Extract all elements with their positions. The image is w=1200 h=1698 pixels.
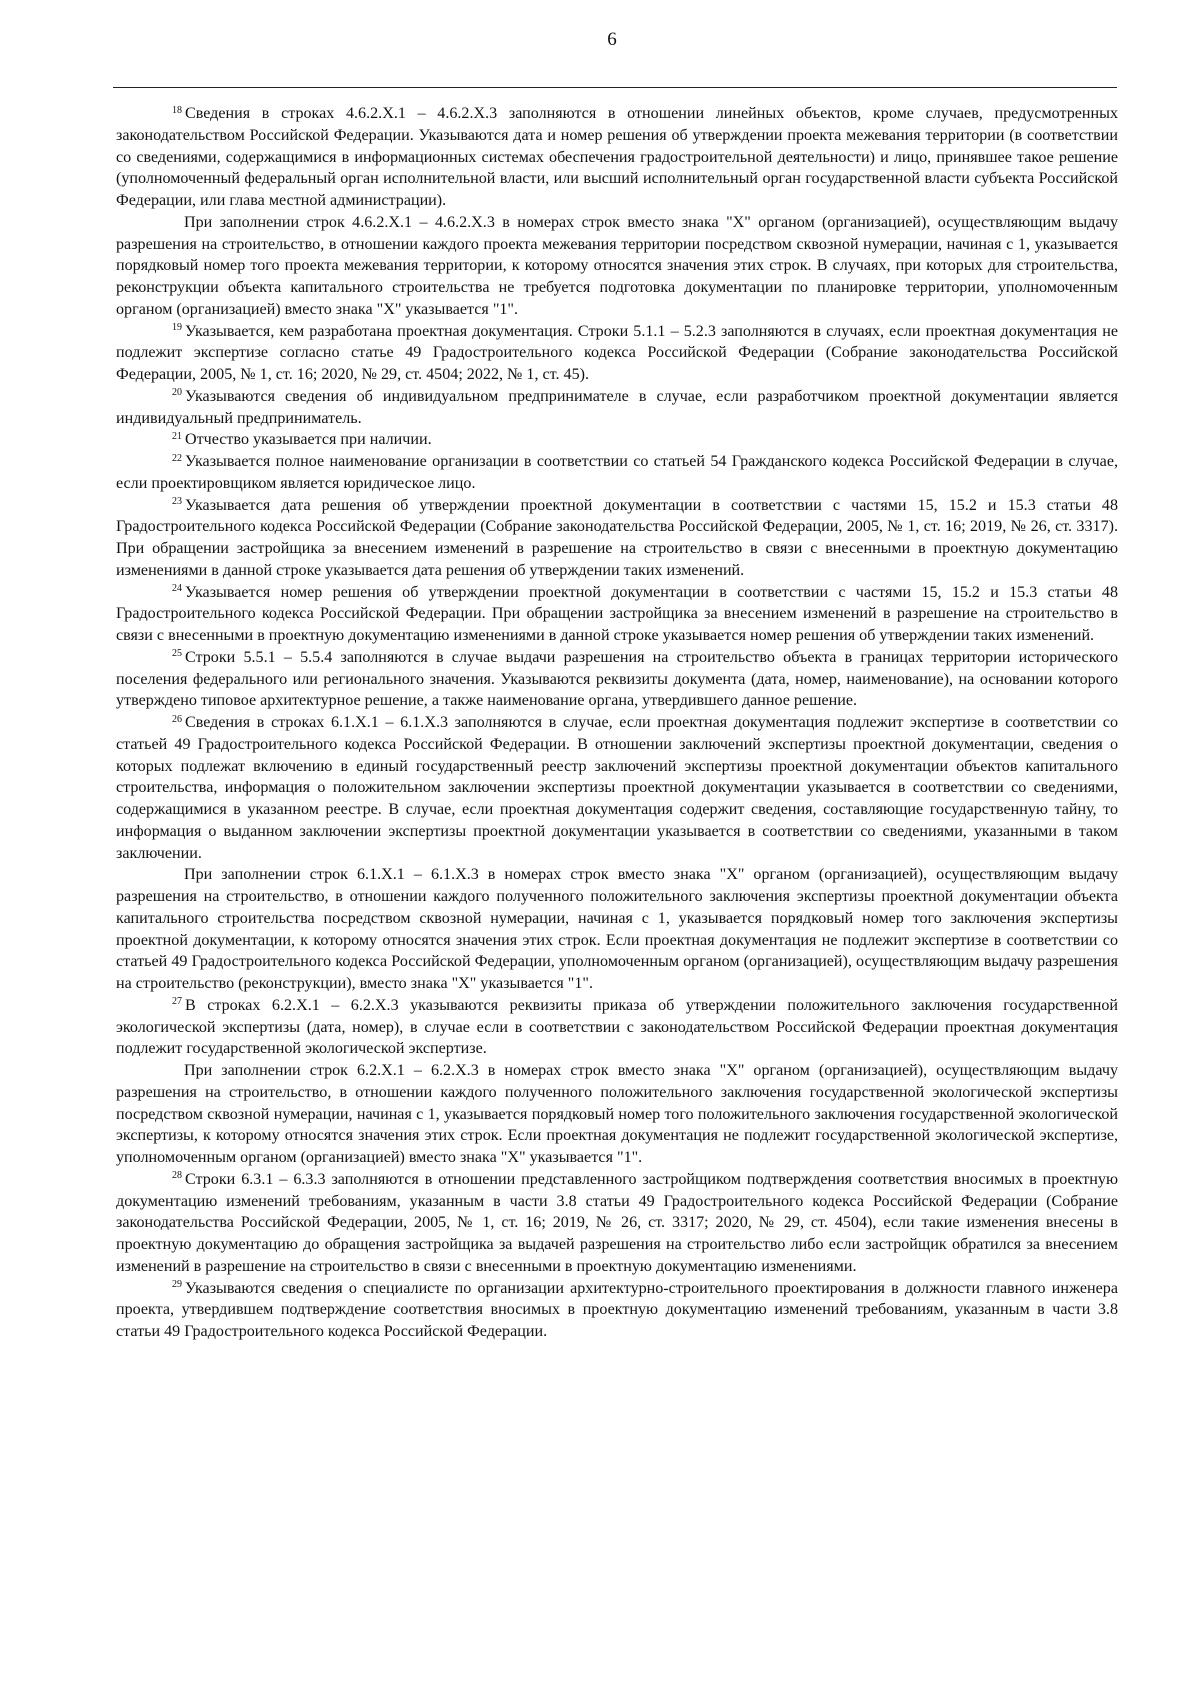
footnote-27	[116, 995, 1118, 1060]
footnote-mark: 21	[172, 430, 182, 442]
footnote-25	[116, 647, 1118, 712]
footnote-text: При заполнении строк 4.6.2.X.1 – 4.6.2.X.3 в номерах строк вместо знака "X" органом (организацией), осуществляющим выдачу разрешения на строительство, в отношении каждого проекта межевания территории посредством сквозной нумерации, начиная с 1, указывается порядковый номер того проекта межевания территории, к которому относятся значения этих строк. В случаях, при которых для строительства, реконструкции объекта капитального строительства не требуется подготовка документации по планировке территории, уполномоченным органом (организацией) вместо знака "X" указывается "1".	[116, 213, 1118, 318]
footnote-text: Сведения в строках 4.6.2.X.1 – 4.6.2.X.3 заполняются в отношении линейных объектов, кроме случаев, предусмотренных законодательством Российской Федерации. Указываются дата и номер решения об утверждении проекта межевания территории (в соответствии со сведениями, содержащимися в информационных системах обеспечения градостроительной деятельности) и лицо, принявшее такое решение (уполномоченный федеральный орган исполнительной власти, или высший исполнительный орган государственной власти субъекта Российской Федерации, или глава местной администрации).	[116, 105, 1118, 209]
footnote-mark: 27	[172, 996, 182, 1008]
footnote-22	[116, 451, 1118, 495]
footnote-text: Строки 5.5.1 – 5.5.4 заполняются в случае выдачи разрешения на строительство объекта в границах территории исторического поселения федерального или регионального значения. Указываются реквизиты документа (дата, номер, наименование), на основании которого утверждено типовое архитектурное решение, а также наименование органа, утвердившего данное решение.	[116, 648, 1118, 710]
footnote-text: Указываются сведения о специалисте по организации архитектурно-строительного проектирования в должности главного инженера проекта, утвердившем подтверждение соответствия вносимых в проектную документацию изменений требованиям, указанным в части 3.8 статьи 49 Градостроительного кодекса Российской Федерации.	[116, 1279, 1118, 1340]
footnote-21	[116, 429, 1118, 451]
footnote-18	[116, 103, 1118, 212]
footnote-text: В строках 6.2.X.1 – 6.2.X.3 указываются реквизиты приказа об утверждении положительного заключения государственной экологической экспертизы (дата, номер), в случае если в соответствии с законодательством Российской Федерации проектная документация подлежит государственной экологической экспертизе.	[116, 996, 1118, 1058]
footnote-text: Указываются сведения об индивидуальном предпринимателе в случае, если разработчиком проектной документации является индивидуальный предприниматель.	[116, 387, 1118, 427]
footnote-23	[116, 495, 1118, 582]
footnote-18-continuation	[116, 212, 1118, 321]
footnote-19	[116, 321, 1118, 386]
footnote-26-continuation	[116, 864, 1118, 995]
footnote-28	[116, 1169, 1118, 1278]
footnote-mark: 19	[172, 322, 182, 333]
footnote-text: Указывается полное наименование организации в соответствии со статьей 54 Гражданского кодекса Российской Федерации в случае, если проектировщиком является юридическое лицо.	[116, 453, 1118, 492]
footnote-26	[116, 712, 1118, 864]
page-number: 6	[607, 29, 617, 50]
footnote-mark: 24	[172, 583, 182, 594]
footnote-text: При заполнении строк 6.2.X.1 – 6.2.X.3 в номерах строк вместо знака "X" органом (организацией), осуществляющим выдачу разрешения на строительство, в отношении каждого полученного положительного заключения государственной экологической экспертизы посредством сквозной нумерации, начиная с 1, указывается порядковый номер того положительного заключения государственной экологической экспертизы, к которому относятся значения этих строк. Если проектная документация не подлежит государственной экологической экспертизе, уполномоченным органом (организацией) вместо знака "X" указывается "1".	[116, 1062, 1118, 1166]
footnote-27-continuation	[116, 1060, 1118, 1169]
footnote-text: Отчество указывается при наличии.	[185, 431, 432, 449]
footnote-20	[116, 386, 1118, 430]
footnote-mark: 18	[172, 104, 182, 116]
footnote-text: Строки 6.3.1 – 6.3.3 заполняются в отношении представленного застройщиком подтверждения соответствия вносимых в проектную документацию изменений требованиям, указанным в части 3.8 статьи 49 Градостроительного кодекса Российской Федерации (Собрание законодательства Российской Федерации, 2005, № 1, ст. 16; 2019, № 26, ст. 3317; 2020, № 29, ст. 4504), если такие изменения внесены в проектную документацию до обращения застройщика за выдачей разрешения на строительство либо если застройщик обратился за внесением изменений в разрешение на строительство в связи с внесенными в проектную документацию изменениями.	[116, 1170, 1118, 1275]
footnote-text: Сведения в строках 6.1.X.1 – 6.1.X.3 заполняются в случае, если проектная документация подлежит экспертизе в соответствии со статьей 49 Градостроительного кодекса Российской Федерации. В отношении заключений экспертизы проектной документации, сведения о которых подлежат включению в единый государственный реестр заключений экспертизы проектной документации объектов капитального строительства, информация о положительном заключении экспертизы проектной документации указывается в соответствии со сведениями, содержащимися в указанном реестре. В случае, если проектная документация содержит сведения, составляющие государственную тайну, то информация о выданном заключении экспертизы проектной документации указывается в соответствии со сведениями, указанными в таком заключении.	[116, 714, 1118, 862]
footnote-mark: 23	[172, 496, 182, 507]
footnote-text: Указывается, кем разработана проектная документация. Строки 5.1.1 – 5.2.3 заполняются в случаях, если проектная документация не подлежит экспертизе согласно статье 49 Градостроительного кодекса Российской Федерации (Собрание законодательства Российской Федерации, 2005, № 1, ст. 16; 2020, № 29, ст. 4504; 2022, № 1, ст. 45).	[116, 322, 1118, 383]
footnote-mark: 28	[172, 1170, 182, 1182]
footnote-mark: 29	[172, 1279, 182, 1290]
footnote-24	[116, 582, 1118, 647]
footnote-29	[116, 1278, 1118, 1343]
footnote-mark: 25	[172, 648, 182, 660]
footnotes-section	[116, 103, 1118, 1343]
footnote-mark: 22	[172, 452, 182, 464]
footnote-text: Указывается дата решения об утверждении проектной документации в соответствии с частями 15, 15.2 и 15.3 статьи 48 Градостроительного кодекса Российской Федерации (Собрание законодательства Российской Федерации, 2005, № 1, ст. 16; 2019, № 26, ст. 3317). При обращении застройщика за внесением изменений в разрешение на строительство в связи с внесенными в проектную документацию изменениями в данной строке указывается дата решения об утверждении таких изменений.	[116, 496, 1118, 579]
footnote-mark: 20	[172, 387, 182, 399]
footnote-text: Указывается номер решения об утверждении проектной документации в соответствии с частями 15, 15.2 и 15.3 статьи 48 Градостроительного кодекса Российской Федерации. При обращении застройщика за внесением изменений в разрешение на строительство в связи с внесенными в проектную документацию изменениями в данной строке указывается номер решения об утверждении таких изменений.	[116, 583, 1118, 644]
footnote-text: При заполнении строк 6.1.X.1 – 6.1.X.3 в номерах строк вместо знака "X" органом (организацией), осуществляющим выдачу разрешения на строительство, в отношении каждого полученного положительного заключения экспертизы проектной документации объекта капитального строительства посредством сквозной нумерации, начиная с 1, указывается порядковый номер того заключения экспертизы проектной документации, к которому относятся значения этих строк. Если проектная документация не подлежит экспертизе в соответствии со статьей 49 Градостроительного кодекса Российской Федерации, уполномоченным органом (организацией), осуществляющим выдачу разрешения на строительство (реконструкции), вместо знака "X" указывается "1".	[116, 866, 1118, 992]
footnote-separator-line	[113, 87, 1117, 88]
footnote-mark: 26	[172, 713, 182, 725]
